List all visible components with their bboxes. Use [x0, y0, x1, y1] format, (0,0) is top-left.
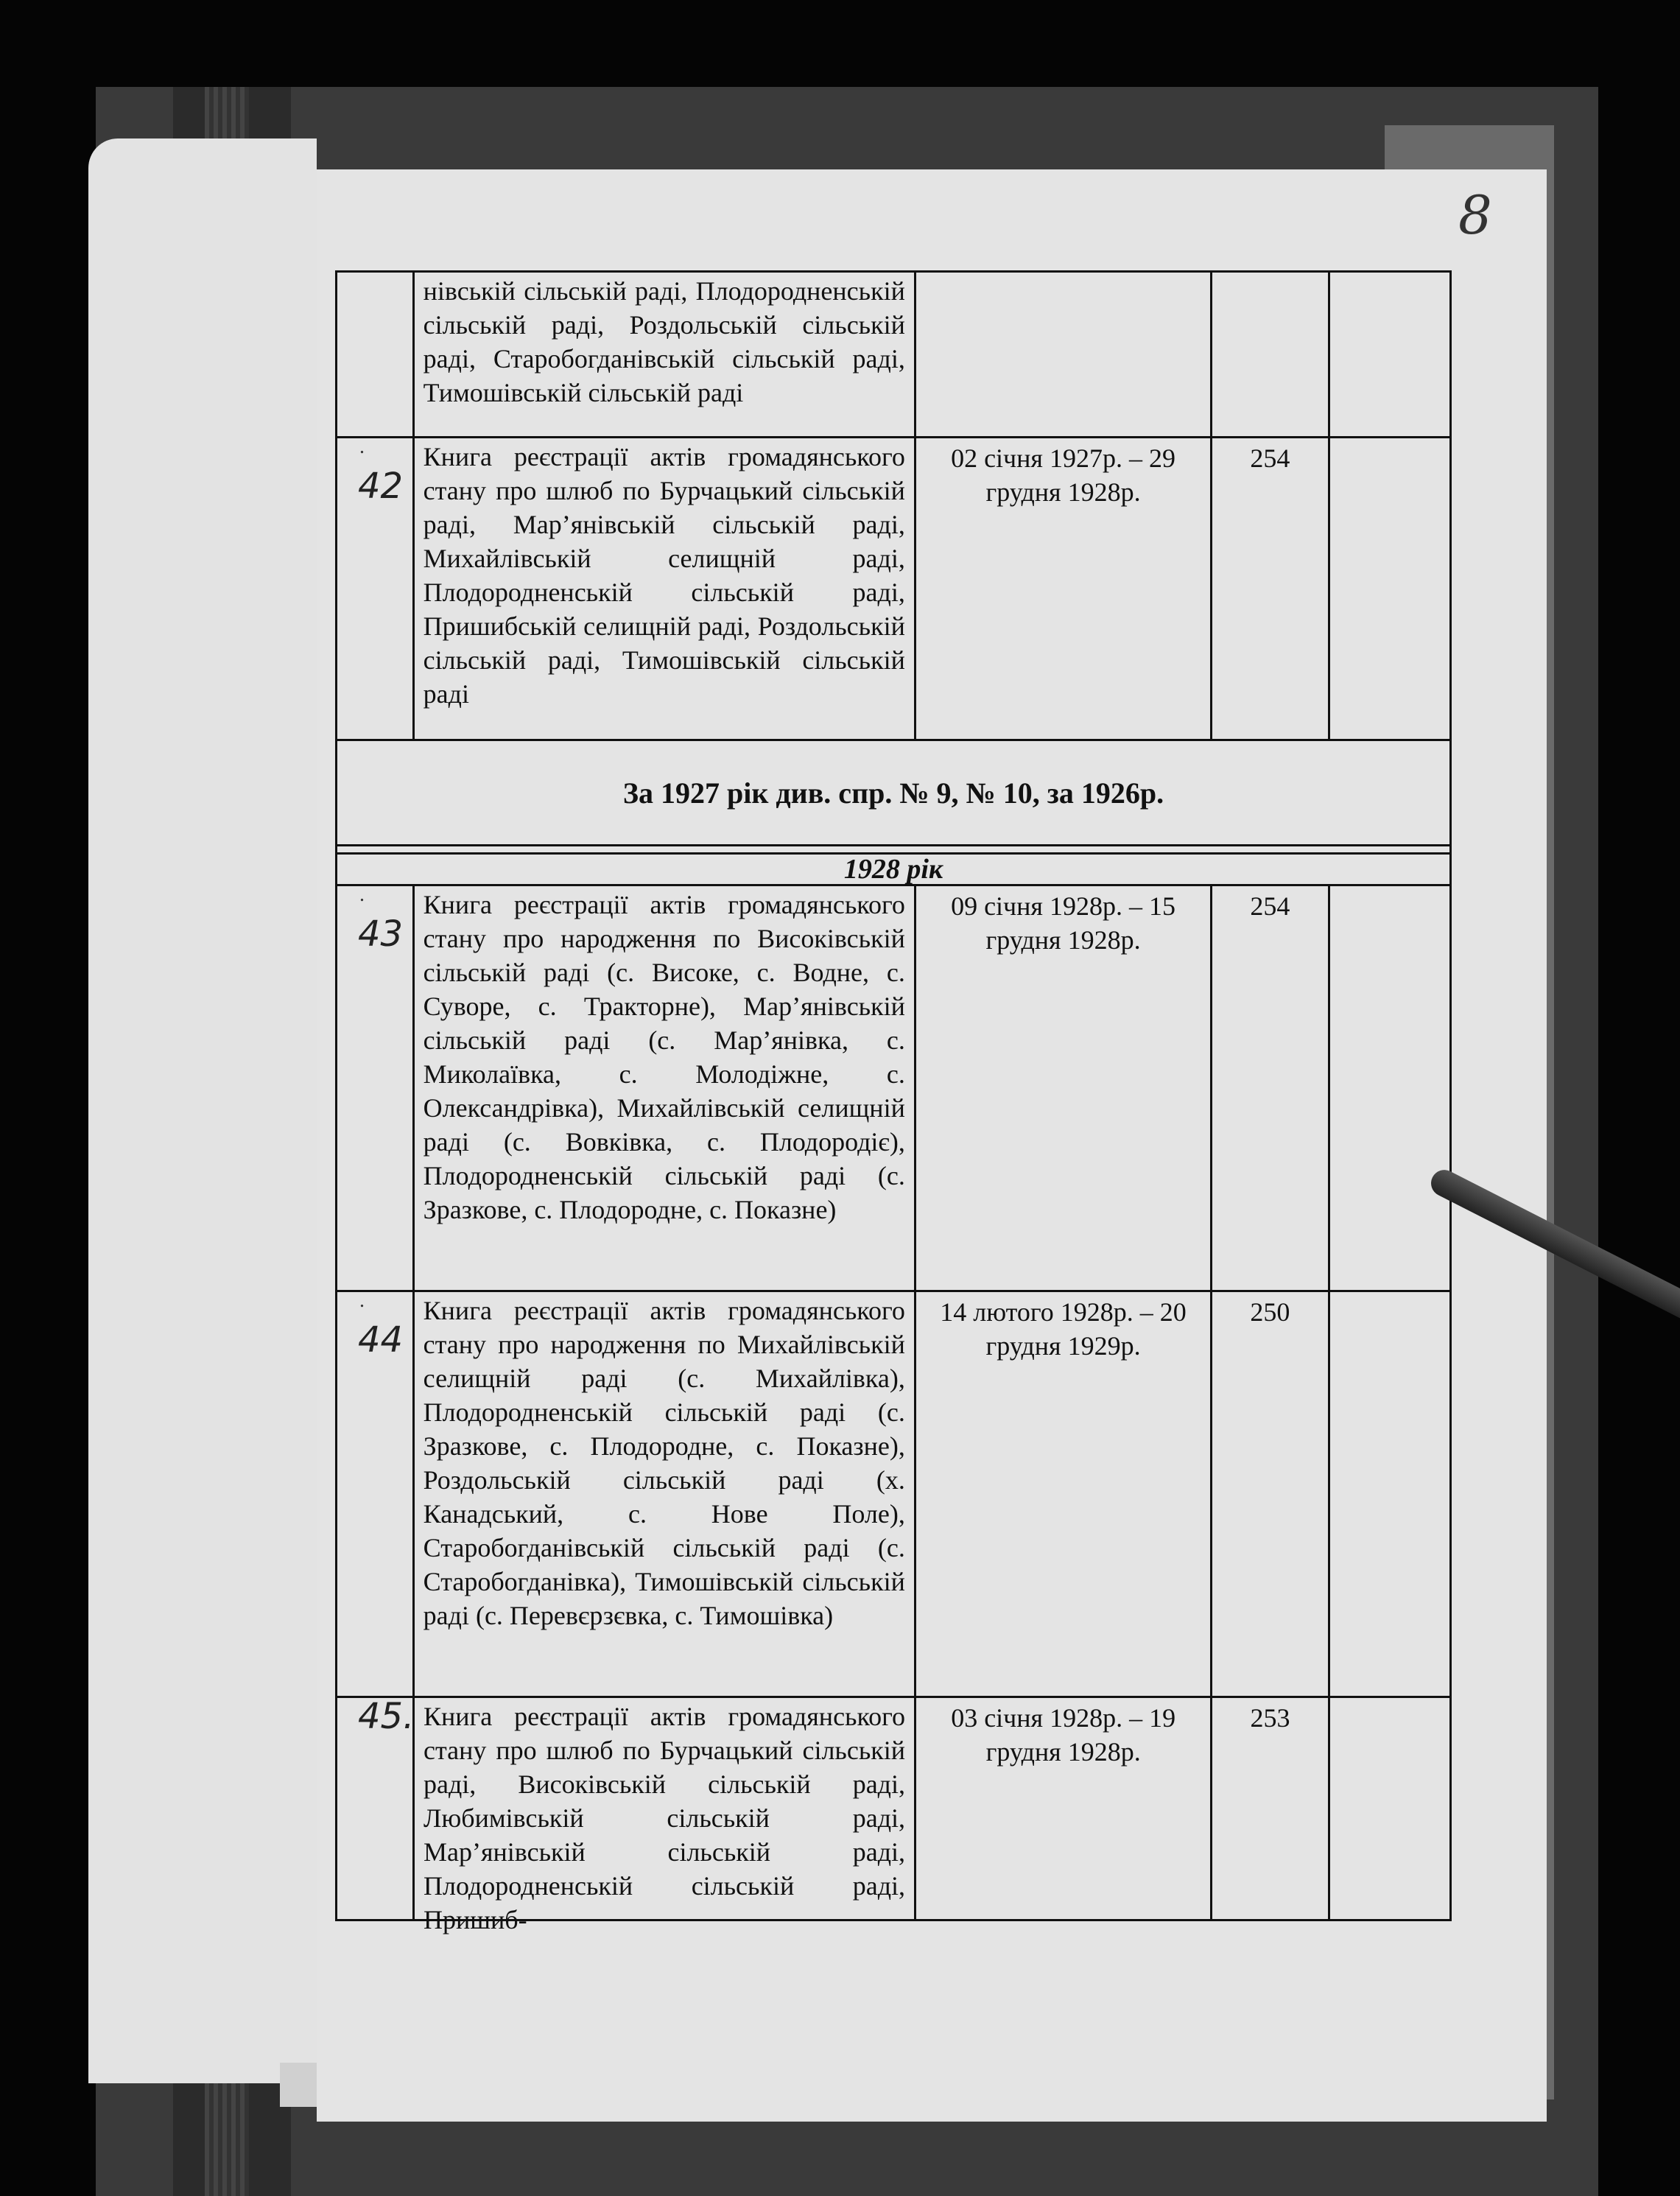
cell-sheets: 254 — [1212, 438, 1329, 739]
inventory-table — [335, 270, 1452, 1934]
cell-sheets — [1212, 273, 1329, 436]
cell-number — [337, 1698, 415, 1919]
left-page — [88, 138, 317, 2083]
cell-description: Книга реєстрації актів громадянського стану про народження по Михайлівській селищній раді (с. Михайлівка), Плодородненській сільській раді (с. Зразкове, с. Плодородне, с. Показне), Роздольській сільській раді (х. Канадський, с. Нове Поле), Старобогданівській сільській раді (с. Старобогданівка), Тимошівській сільській раді (с. Перевєрзєвка, с. Тимошівка) — [415, 1292, 916, 1696]
table-row — [335, 1696, 1452, 1934]
cell-sheets: 254 — [1212, 886, 1329, 1290]
handwritten-number: 42 — [358, 466, 404, 507]
cell-number — [337, 273, 415, 436]
table-row — [335, 435, 1452, 741]
cell-dates: 09 січня 1928р. – 15 грудня 1928р. — [916, 886, 1212, 1290]
cell-dates: 03 січня 1928р. – 19 грудня 1928р. — [916, 1698, 1212, 1919]
cell-number: . 43 — [337, 886, 415, 1290]
cell-description: Книга реєстрації актів громадянського стану про народження по Високівській сільській раді (с. Високе, с. Водне, с. Суворе, с. Тракторне), Мар’янівській сільській раді (с. Мар’янівка, с. Миколаївка, с. Молодіжне, с. Олександрівка), Михайлівській селищній раді (с. Вовківка, с. Плодородіє), Плодородненській сільській раді (с. Зразкове, с. Плодородне, с. Показне) — [415, 886, 916, 1290]
cell-sheets: 253 — [1212, 1698, 1329, 1919]
cell-number: . 42 — [337, 438, 415, 739]
handwritten-number: 43 — [358, 913, 404, 955]
cell-description: Книга реєстрації актів громадянського стану про шлюб по Бурчацький сільській раді, Мар’янівській сільській раді, Михайлівській селищній раді, Плодородненській сільській раді, Пришибській селищній раді, Роздольській сільській раді, Тимошівській сільській раді — [415, 438, 916, 739]
folio-number: 8 — [1458, 184, 1492, 246]
handwritten-number: 44 — [358, 1319, 404, 1361]
table-row — [335, 883, 1452, 1292]
cell-notes — [1330, 438, 1449, 739]
cell-description: нівській сільській раді, Плодородненській сільській раді, Роздольській сільській раді, Старобогданівській сільській раді, Тимошівській сільській раді — [415, 273, 916, 436]
cell-sheets: 250 — [1212, 1292, 1329, 1696]
cell-dates: 02 січня 1927р. – 29 грудня 1928р. — [916, 438, 1212, 739]
cell-notes — [1330, 273, 1449, 436]
cell-notes — [1330, 1292, 1449, 1696]
year-header: 1928 рік — [335, 852, 1452, 886]
cell-notes — [1330, 1698, 1449, 1919]
cell-number: . 44 — [337, 1292, 415, 1696]
cell-dates: 14 лютого 1928р. – 20 грудня 1929р. — [916, 1292, 1212, 1696]
cell-dates — [916, 273, 1212, 436]
table-row — [335, 1289, 1452, 1698]
handwritten-number: 45. — [358, 1696, 415, 1737]
table-row — [335, 270, 1452, 438]
note-banner: За 1927 рік див. спр. № 9, № 10, за 1926р. — [335, 741, 1452, 846]
cell-notes — [1330, 886, 1449, 1290]
cell-description: Книга реєстрації актів громадянського стану про шлюб по Бурчацький сільській раді, Високівській сільській раді, Любимівській сільській раді, Мар’янівській сільській раді, Плодородненській сільській раді, Пришиб- — [415, 1698, 916, 1919]
